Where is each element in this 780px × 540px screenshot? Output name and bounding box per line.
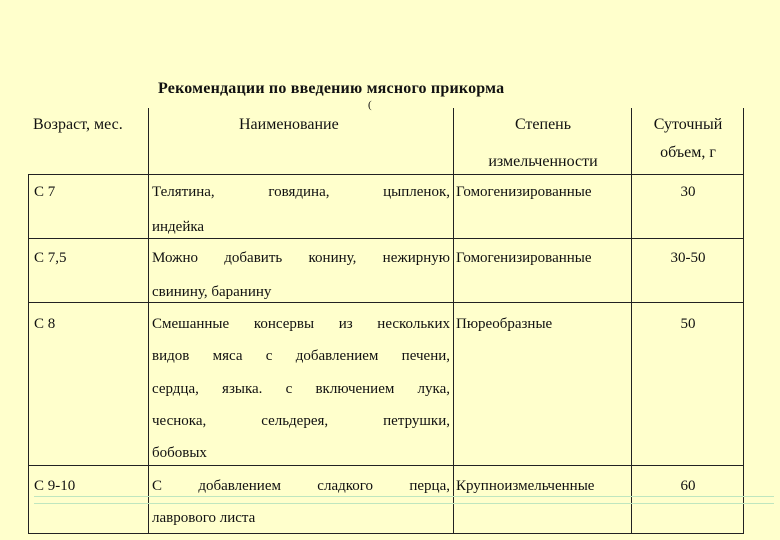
header-volume-line1: Суточный	[653, 116, 723, 133]
row3-name-line4: чеснока, сельдерея, петрушки,	[152, 413, 450, 429]
row3-name-line3: сердца, языка. с включением лука,	[152, 381, 450, 397]
row3-name-line2: видов мяса с добавлением печени,	[152, 348, 450, 364]
header-name: Наименование	[239, 116, 339, 133]
row4-degree: Крупноизмельченные	[456, 478, 595, 494]
col-divider-1	[148, 108, 149, 534]
recommendation-table	[28, 108, 744, 534]
row2-volume: 30-50	[670, 250, 706, 266]
row3-volume: 50	[680, 316, 696, 332]
row2-name-line1: Можно добавить конину, нежирную	[152, 250, 450, 266]
row1-volume: 30	[680, 184, 696, 200]
title-parenthesis: (	[368, 99, 372, 111]
row-divider-bottom	[28, 533, 744, 534]
row1-age: С 7	[34, 184, 56, 200]
row4-name-line2: лаврового листа	[152, 510, 256, 526]
row2-degree: Гомогенизированные	[456, 250, 592, 266]
header-degree-line1: Степень	[514, 116, 572, 133]
row3-name-line1: Смешанные консервы из нескольких	[152, 316, 450, 332]
row3-age: С 8	[34, 316, 56, 332]
table-title: Рекомендации по введению мясного прикорма	[158, 80, 505, 97]
header-degree-line2: измельченности	[488, 153, 598, 170]
row2-age: С 7,5	[34, 250, 67, 266]
col-divider-3	[631, 108, 632, 534]
row4-name-line1: С добавлением сладкого перца,	[152, 478, 450, 494]
row4-age: С 9-10	[34, 478, 76, 494]
green-guide-line-1	[34, 496, 774, 497]
row1-name-line1: Телятина, говядина, цыпленок,	[152, 184, 450, 200]
row-divider-2	[28, 302, 744, 303]
row1-name-line2: индейка	[152, 219, 205, 235]
col-divider-right	[743, 108, 744, 534]
row-divider-3	[28, 465, 744, 466]
col-divider-2	[453, 108, 454, 534]
row1-degree: Гомогенизированные	[456, 184, 592, 200]
row-divider-1	[28, 238, 744, 239]
row3-degree: Пюреобразные	[456, 316, 553, 332]
row3-name-line5: бобовых	[152, 445, 207, 461]
col-divider-left	[28, 174, 29, 534]
header-age: Возраст, мес.	[33, 116, 123, 133]
row2-name-line2: свинину, баранину	[152, 284, 272, 300]
row4-volume: 60	[680, 478, 696, 494]
green-guide-line-2	[34, 503, 774, 504]
row-divider-header	[28, 174, 744, 175]
header-volume-line2: объем, г	[660, 144, 716, 161]
